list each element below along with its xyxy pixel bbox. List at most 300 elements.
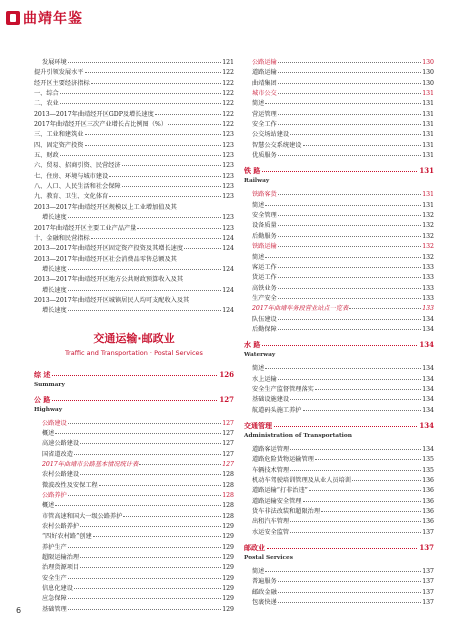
toc-entry-title: 四、固定资产投资	[34, 141, 84, 149]
toc-entry-page: 134	[422, 445, 434, 453]
toc-leader-dots	[278, 329, 421, 330]
toc-entry-title: 道路运输“打非治违”	[252, 487, 308, 495]
toc-leader-dots	[290, 532, 421, 533]
toc-entry-page: 129	[222, 523, 234, 531]
section-highway[interactable]: 公 路 127	[34, 394, 234, 404]
toc-entry-page: 128	[222, 492, 234, 499]
postal-list	[244, 567, 434, 608]
toc-entry-title: 设备质量	[252, 222, 277, 230]
toc-entry-title: 2017年曲靖市公路基本情况统计表	[42, 460, 139, 468]
toc-entry[interactable]	[244, 588, 434, 598]
toc-entry-page: 122	[222, 100, 234, 108]
toc-entry-title: 2013—2017年曲靖经开区社会消费品零售总额及其	[34, 255, 177, 263]
toc-entry[interactable]	[244, 497, 434, 507]
toc-leader-dots	[265, 571, 421, 572]
toc-entry-title: 水运安全监管	[252, 528, 290, 536]
toc-entry-page: 124	[222, 265, 234, 273]
toc-entry[interactable]	[244, 221, 434, 231]
toc-entry[interactable]	[34, 574, 234, 584]
toc-leader-dots	[290, 521, 421, 522]
toc-leader-dots	[74, 454, 221, 455]
toc-entry-title: 高铁业务	[252, 284, 277, 292]
toc-entry-page: 123	[222, 183, 234, 191]
toc-entry-page: 129	[222, 574, 234, 582]
toc-leader-dots	[290, 470, 421, 471]
toc-entry-page: 123	[222, 162, 234, 170]
toc-entry-page: 137	[422, 528, 434, 536]
header	[6, 6, 83, 30]
toc-entry-page: 132	[422, 253, 434, 261]
toc-entry-page: 123	[222, 131, 234, 139]
toc-entry-title: 增长速度	[42, 214, 67, 222]
toc-entry[interactable]	[244, 242, 434, 252]
toc-entry-title: 高速公路建设	[42, 440, 80, 448]
toc-entry-title: 农村公路养护	[42, 523, 80, 531]
toc-leader-dots	[265, 103, 421, 104]
toc-entry[interactable]	[244, 375, 434, 385]
toc-entry-title: 水上运输	[252, 375, 277, 383]
toc-entry-page: 127	[222, 419, 234, 427]
toc-entry[interactable]	[244, 567, 434, 577]
right-column	[244, 58, 434, 608]
toc-entry[interactable]	[34, 532, 234, 542]
toc-entry-title: 增长速度	[42, 265, 67, 273]
toc-entry[interactable]	[34, 512, 234, 522]
toc-entry[interactable]	[244, 507, 434, 517]
toc-entry[interactable]	[34, 491, 234, 501]
toc-entry-title: 微波改性及安保工程	[42, 481, 98, 489]
toc-leader-dots	[278, 236, 421, 237]
toc-leader-dots	[122, 186, 222, 187]
toc-leader-dots	[80, 557, 221, 558]
toc-entry[interactable]	[244, 466, 434, 476]
toc-entry[interactable]	[244, 201, 434, 211]
toc-entry-page: 129	[222, 543, 234, 551]
chapter-subtitle: Traffic and Transportation · Postal Services	[65, 348, 203, 357]
toc-entry-page: 136	[422, 518, 434, 526]
toc-entry-title: 简述	[252, 253, 265, 261]
toc-entry-page: 122	[222, 69, 234, 77]
toc-leader-dots	[278, 155, 421, 156]
toc-entry-title: 概述	[42, 502, 55, 510]
toc-entry[interactable]	[34, 192, 234, 202]
toc-entry[interactable]	[244, 325, 434, 335]
toc-entry[interactable]	[244, 364, 434, 374]
toc-entry[interactable]	[244, 455, 434, 465]
toc-entry-title: 后勤服务	[252, 232, 277, 240]
toc-entry-page: 131	[422, 100, 434, 108]
toc-leader-dots	[80, 474, 221, 475]
toc-entry-title: 货车非法改装和超限治理	[252, 508, 321, 516]
toc-entry[interactable]	[244, 68, 434, 78]
toc-entry-page: 124	[222, 307, 234, 315]
toc-entry[interactable]	[244, 130, 434, 140]
toc-entry-title: 简述	[252, 568, 265, 576]
right-top-list	[244, 58, 434, 161]
toc-entry-title: 三、工业和建筑业	[34, 131, 84, 139]
toc-leader-dots	[68, 495, 221, 496]
toc-entry-page: 134	[422, 375, 434, 383]
toc-entry-title: 道路客运管理	[252, 445, 290, 453]
toc-leader-dots	[68, 609, 221, 610]
toc-entry-page: 132	[422, 212, 434, 220]
toc-entry[interactable]	[244, 190, 434, 200]
toc-entry-page: 135	[422, 456, 434, 464]
toc-entry-page: 133	[422, 305, 434, 313]
toc-entry-title: 出租汽车管理	[252, 518, 290, 526]
toc-entry-title: 货运工作	[252, 274, 277, 282]
toc-leader-dots	[85, 72, 222, 73]
toc-entry[interactable]	[244, 315, 434, 325]
toc-entry-title: 道路运输	[252, 69, 277, 77]
toc-entry[interactable]	[244, 211, 434, 221]
toc-entry[interactable]	[244, 284, 434, 294]
toc-leader-dots	[55, 505, 221, 506]
toc-entry-title: 营运管理	[252, 110, 277, 118]
toc-entry[interactable]	[34, 203, 234, 213]
section-admin[interactable]: 交通管理 134	[244, 420, 434, 430]
toc-entry-title: 客运工作	[252, 263, 277, 271]
toc-entry-page: 137	[422, 578, 434, 586]
toc-entry-page: 137	[422, 568, 434, 576]
toc-leader-dots	[137, 228, 221, 229]
toc-entry-page: 127	[222, 450, 234, 458]
toc-leader-dots	[99, 485, 222, 486]
toc-leader-dots	[265, 368, 421, 369]
toc-leader-dots	[91, 83, 222, 84]
toc-entry[interactable]	[34, 419, 234, 429]
toc-entry-title: 五、财政	[34, 152, 59, 160]
left-top-list	[34, 58, 234, 317]
toc-entry[interactable]	[34, 130, 234, 140]
toc-leader-dots	[290, 449, 421, 450]
toc-entry-page: 124	[222, 245, 234, 253]
toc-entry[interactable]	[34, 286, 234, 296]
toc-entry-page: 129	[222, 585, 234, 593]
chapter-title: 交通运输·邮政业	[93, 331, 175, 345]
toc-entry[interactable]	[244, 517, 434, 527]
toc-entry-title: 2017年曲靖经开区三次产业增长占比例图（%）	[34, 121, 167, 129]
toc-entry-page: 137	[422, 588, 434, 596]
toc-leader-dots	[278, 581, 421, 582]
toc-entry-title: 超限运输治理	[42, 554, 80, 562]
toc-entry-title: 2013—2017年曲靖经开区GDP及增长速度	[34, 110, 154, 118]
section-summary-en: Summary	[34, 381, 65, 388]
toc-entry[interactable]	[34, 429, 234, 439]
toc-entry-title: 国省道改造	[42, 450, 73, 458]
toc-entry[interactable]	[34, 594, 234, 604]
toc-entry-page: 131	[422, 152, 434, 160]
toc-leader-dots	[155, 114, 221, 115]
section-summary[interactable]: 综 述 126	[34, 369, 234, 379]
toc-entry[interactable]	[34, 151, 234, 161]
toc-leader-dots	[68, 62, 221, 63]
toc-entry-page: 131	[422, 90, 434, 98]
toc-entry[interactable]	[34, 605, 234, 615]
toc-entry[interactable]	[34, 296, 234, 306]
section-highway-en: Highway	[34, 406, 63, 413]
toc-entry-title: 后勤保障	[252, 325, 277, 333]
toc-entry-title: 经开区主要经济指标	[34, 79, 90, 87]
admin-list	[244, 445, 434, 538]
toc-entry[interactable]	[244, 58, 434, 68]
toc-leader-dots	[93, 536, 222, 537]
toc-entry-title: 简述	[252, 365, 265, 373]
toc-entry[interactable]	[34, 255, 234, 265]
toc-entry[interactable]	[34, 481, 234, 491]
left-column	[34, 58, 234, 615]
toc-entry[interactable]	[34, 543, 234, 553]
toc-entry[interactable]	[34, 265, 234, 275]
toc-entry[interactable]	[34, 120, 234, 130]
toc-entry[interactable]	[244, 253, 434, 263]
toc-entry-title: 十、金融和民营指标	[34, 234, 90, 242]
toc-entry[interactable]	[244, 486, 434, 496]
toc-entry[interactable]	[34, 182, 234, 192]
toc-entry[interactable]	[244, 385, 434, 395]
toc-entry[interactable]	[34, 439, 234, 449]
toc-entry-page: 134	[422, 315, 434, 323]
toc-entry-page: 124	[222, 234, 234, 242]
toc-entry-title: 简述	[252, 201, 265, 209]
toc-entry-page: 121	[222, 59, 234, 66]
highway-list	[34, 419, 234, 616]
toc-entry[interactable]	[34, 213, 234, 223]
toc-entry[interactable]	[34, 306, 234, 316]
section-waterway[interactable]: 水 路 134	[244, 340, 434, 350]
toc-leader-dots	[315, 389, 421, 390]
toc-entry-title: 铁路运输	[252, 243, 277, 251]
toc-entry-title: 信息化建设	[42, 585, 73, 593]
toc-leader-dots	[74, 588, 221, 589]
toc-entry[interactable]	[244, 141, 434, 151]
toc-entry-title: 应急保障	[42, 595, 67, 603]
toc-entry-page: 137	[422, 599, 434, 607]
toc-leader-dots	[349, 308, 421, 309]
toc-entry-title: 发展环境	[42, 59, 67, 66]
toc-entry-page: 133	[422, 274, 434, 282]
toc-entry-title: 公路运输	[252, 59, 277, 66]
toc-entry[interactable]	[34, 553, 234, 563]
toc-leader-dots	[68, 598, 221, 599]
toc-entry[interactable]	[34, 234, 234, 244]
toc-entry[interactable]	[244, 577, 434, 587]
toc-leader-dots	[109, 196, 221, 197]
section-railway-en: Railway	[244, 178, 270, 185]
toc-entry-title: 公交场站建设	[252, 131, 290, 139]
toc-leader-dots	[80, 443, 221, 444]
toc-entry-title: 生产安全	[252, 294, 277, 302]
toc-entry[interactable]	[244, 395, 434, 405]
toc-leader-dots	[68, 423, 221, 424]
toc-entry-page: 131	[422, 191, 434, 199]
toc-leader-dots	[278, 288, 421, 289]
section-railway[interactable]: 铁 路 131	[244, 166, 434, 176]
toc-entry-title: 2013—2017年曲靖经开区城镇居民人均可支配收入及其	[34, 296, 190, 304]
toc-entry[interactable]	[244, 445, 434, 455]
toc-leader-dots	[278, 319, 421, 320]
toc-entry-page: 128	[222, 481, 234, 489]
toc-entry-page: 122	[222, 79, 234, 87]
toc-entry-page: 130	[422, 79, 434, 87]
toc-entry[interactable]	[34, 275, 234, 285]
toc-entry-title: 养护生产	[42, 543, 67, 551]
section-admin-en: Administration of Transportation	[244, 432, 352, 439]
toc-entry-page: 131	[422, 201, 434, 209]
toc-entry[interactable]	[34, 470, 234, 480]
toc-entry[interactable]	[34, 161, 234, 171]
toc-entry-page: 123	[222, 152, 234, 160]
toc-entry[interactable]	[34, 99, 234, 109]
toc-entry-page: 127	[222, 460, 234, 468]
toc-entry-page: 123	[222, 193, 234, 201]
toc-entry-title: 六、贸易、招商引资、民营经济	[34, 162, 121, 170]
toc-leader-dots	[68, 269, 221, 270]
toc-entry[interactable]	[244, 406, 434, 416]
toc-entry-title: 智慧公交系统建设	[252, 141, 302, 149]
toc-leader-dots	[60, 93, 221, 94]
toc-entry[interactable]	[244, 528, 434, 538]
toc-leader-dots	[278, 194, 421, 195]
toc-entry-title: 治理货源项目	[42, 564, 80, 572]
toc-leader-dots	[352, 480, 421, 481]
toc-leader-dots	[278, 93, 421, 94]
section-postal[interactable]: 邮政业 137	[244, 543, 434, 553]
toc-entry-title: 机动车驾驶培训管理及从业人员培训	[252, 477, 351, 484]
toc-entry-page: 123	[222, 141, 234, 149]
toc-entry[interactable]	[244, 79, 434, 89]
toc-entry[interactable]	[244, 476, 434, 486]
toc-entry[interactable]	[34, 244, 234, 254]
toc-entry[interactable]	[34, 522, 234, 532]
toc-entry-title: 包裹快递	[252, 599, 277, 607]
toc-entry[interactable]	[244, 263, 434, 273]
toc-entry-title: 道路运输安全管理	[252, 497, 302, 505]
toc-entry[interactable]	[244, 598, 434, 608]
toc-entry[interactable]	[244, 99, 434, 109]
page-number: 6	[16, 606, 22, 615]
toc-entry-page: 129	[222, 533, 234, 541]
toc-leader-dots	[278, 83, 421, 84]
toc-leader-dots	[265, 257, 421, 258]
toc-entry[interactable]	[244, 120, 434, 130]
toc-entry-title: 基础设施建设	[252, 396, 290, 404]
toc-entry[interactable]	[244, 273, 434, 283]
toc-entry-page: 129	[222, 595, 234, 603]
toc-entry[interactable]	[34, 79, 234, 89]
toc-entry-page: 124	[222, 286, 234, 294]
toc-entry[interactable]	[244, 294, 434, 304]
toc-leader-dots	[85, 145, 222, 146]
toc-entry-page: 131	[422, 141, 434, 149]
toc-leader-dots	[278, 246, 421, 247]
toc-entry[interactable]	[34, 563, 234, 573]
toc-entry[interactable]	[244, 89, 434, 99]
toc-entry-page: 135	[422, 466, 434, 474]
toc-leader-dots	[290, 134, 421, 135]
toc-entry-page: 134	[422, 385, 434, 393]
toc-entry-page: 128	[222, 502, 234, 510]
toc-entry[interactable]	[34, 110, 234, 120]
toc-entry-page: 131	[422, 131, 434, 139]
toc-leader-dots	[278, 124, 421, 125]
toc-leader-dots	[278, 114, 421, 115]
toc-entry[interactable]	[244, 304, 434, 314]
toc-entry-page: 128	[222, 471, 234, 479]
toc-entry-title: 安全管理	[252, 212, 277, 220]
toc-leader-dots	[265, 205, 421, 206]
toc-entry-title: 安全生产监督管理落实	[252, 385, 314, 393]
toc-entry-page: 130	[422, 59, 434, 66]
toc-entry[interactable]	[34, 460, 234, 470]
yearbook-title: 曲靖年鉴	[23, 11, 83, 27]
toc-entry[interactable]	[34, 224, 234, 234]
toc-entry[interactable]	[34, 68, 234, 78]
toc-leader-dots	[123, 516, 221, 517]
toc-entry-page: 129	[222, 554, 234, 562]
toc-entry-title: 七、住房、环境与城市建设	[34, 172, 109, 180]
toc-entry-title: 车辆技术管理	[252, 466, 290, 474]
toc-entry[interactable]	[34, 450, 234, 460]
toc-entry-title: 曲靖集团	[252, 79, 277, 87]
toc-entry-title: 道路危险货物运输管理	[252, 456, 314, 464]
toc-entry-title: 市管高速和国大一级公路养护	[42, 512, 123, 520]
toc-leader-dots	[139, 464, 221, 465]
toc-entry[interactable]	[34, 501, 234, 511]
toc-entry[interactable]	[34, 89, 234, 99]
toc-entry-page: 136	[422, 508, 434, 516]
toc-entry[interactable]	[34, 141, 234, 151]
toc-entry-title: 安全生产	[42, 574, 67, 582]
railway-list	[244, 190, 434, 335]
toc-entry[interactable]	[34, 172, 234, 182]
yearbook-logo-icon	[6, 11, 20, 25]
toc-entry-title: 增长速度	[42, 286, 67, 294]
toc-entry[interactable]	[244, 151, 434, 161]
toc-leader-dots	[184, 248, 221, 249]
section-waterway-en: Waterway	[244, 352, 276, 359]
toc-entry[interactable]	[244, 110, 434, 120]
toc-leader-dots	[278, 277, 421, 278]
toc-leader-dots	[68, 290, 221, 291]
section-postal-en: Postal Services	[244, 555, 293, 562]
toc-entry-page: 136	[422, 477, 434, 484]
toc-leader-dots	[85, 134, 222, 135]
toc-entry-page: 129	[222, 605, 234, 613]
toc-entry-title: “四好农村路”创建	[42, 533, 92, 541]
toc-leader-dots	[68, 217, 221, 218]
toc-leader-dots	[60, 155, 221, 156]
toc-entry-page: 131	[422, 110, 434, 118]
toc-entry-title: 队伍建设	[252, 315, 277, 323]
toc-entry-title: 邮政金融	[252, 588, 277, 596]
toc-entry-page: 123	[222, 214, 234, 222]
toc-entry-page: 123	[222, 172, 234, 180]
toc-entry-title: 普遍服务	[252, 578, 277, 586]
toc-entry-page: 129	[222, 564, 234, 572]
toc-entry-page: 136	[422, 497, 434, 505]
toc-leader-dots	[303, 145, 422, 146]
toc-entry-page: 127	[222, 440, 234, 448]
toc-entry-page: 123	[222, 224, 234, 232]
toc-leader-dots	[309, 490, 421, 491]
toc-leader-dots	[91, 238, 222, 239]
toc-leader-dots	[122, 165, 222, 166]
toc-entry[interactable]	[34, 58, 234, 68]
toc-entry-page: 130	[422, 69, 434, 77]
toc-entry[interactable]	[244, 232, 434, 242]
toc-entry[interactable]	[34, 584, 234, 594]
